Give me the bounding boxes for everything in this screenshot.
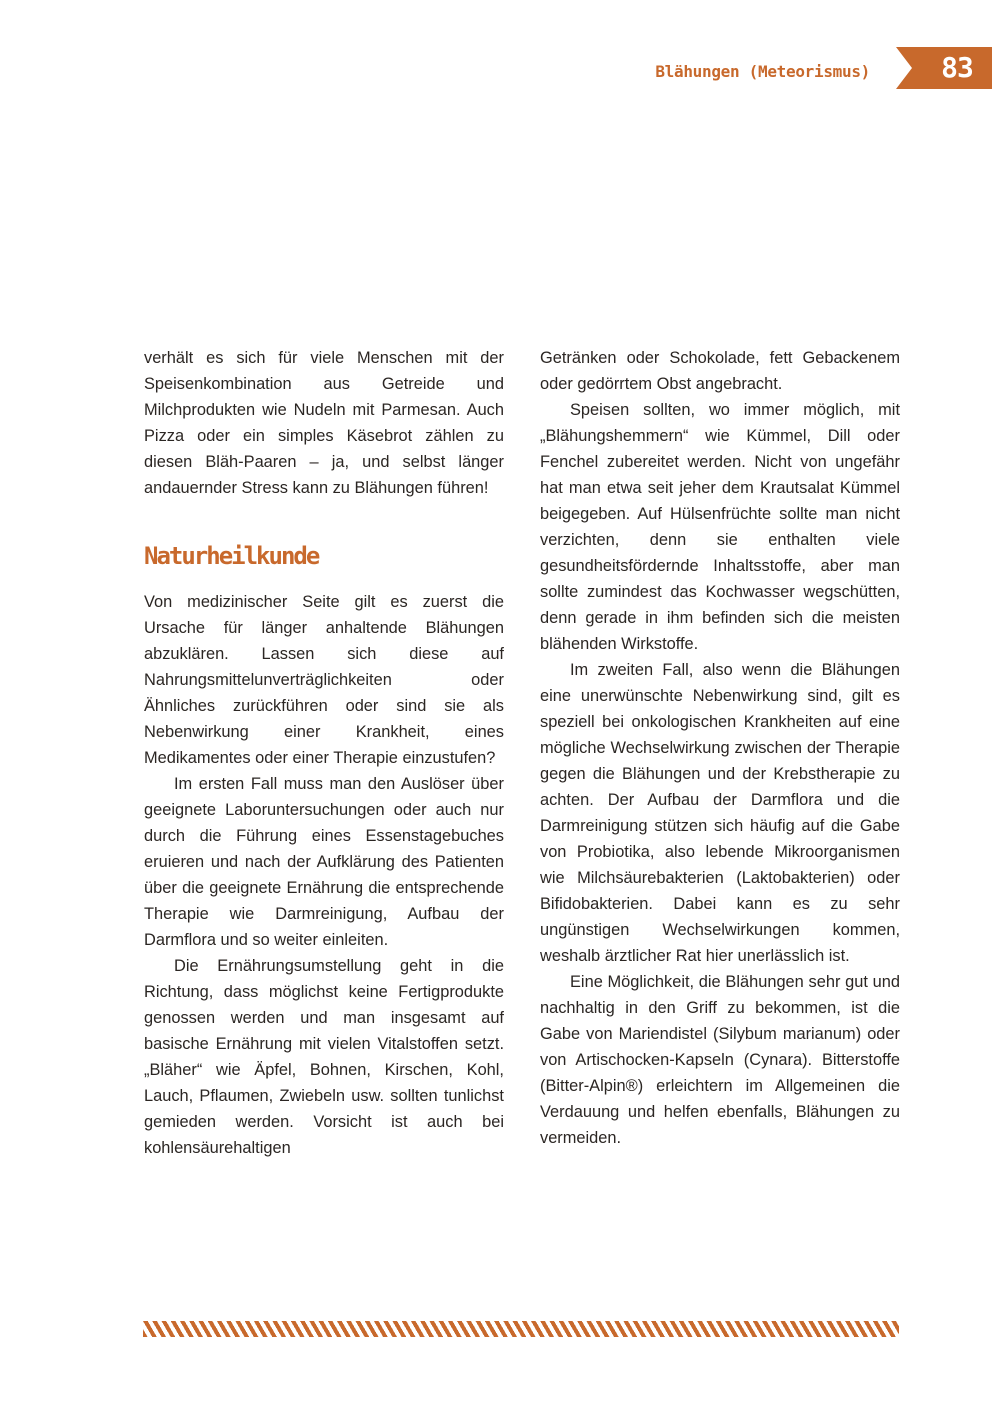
page-number-badge — [896, 47, 992, 89]
left-paragraph-1: verhält es sich für viele Menschen mit der Speisenkombination aus Getreide und Milchprodukten wie Nudeln mit Parmesan. Auch Pizza oder ein simples Käsebrot zählen zu diesen Bläh-Paaren – ja, und selbst länger andauernder Stress kann zu Blähungen führen! — [144, 349, 504, 497]
heading-spacer — [144, 501, 504, 543]
right-paragraph-4: Eine Möglichkeit, die Blähungen sehr gut und nachhaltig in den Griff zu bekommen, ist die Gabe von Mariendistel (Silybum marianum) oder von Artischocken-Kapseln (Cynara). Bitterstoffe (Bitter-Alpin®) erleichtern im Allgemeinen die Verdauung und helfen ebenfalls, Blähungen zu vermeiden. — [540, 973, 900, 1147]
left-paragraph-2: Von medizinischer Seite gilt es zuerst die Ursache für länger anhaltende Blähungen abzuklären. Lassen sich diese auf Nahrungsmittelunverträglichkeiten oder Ähnliches zurückführen oder sind sie als Nebenwirkung einer Krankheit, eines Medikamentes oder einer Therapie einzustufen? — [144, 593, 504, 767]
right-column — [540, 345, 900, 1151]
left-paragraph-4: Die Ernährungsumstellung geht in die Richtung, dass möglichst keine Fertigprodukte genossen werden und man insgesamt auf basische Ernährung mit vielen Vitalstoffen setzt. „Bläher“ wie Äpfel, Bohnen, Kirschen, Kohl, Lauch, Pflaumen, Zwiebeln usw. sollten tunlichst gemieden werden. Vorsicht ist auch bei kohlensäurehaltigen — [144, 957, 504, 1157]
right-paragraph-3: Im zweiten Fall, also wenn die Blähungen eine unerwünschte Nebenwirkung sind, gilt es speziell bei onkologischen Krankheiten auf eine mögliche Wechselwirkung zwischen der Therapie gegen die Blähungen und der Krebstherapie zu achten. Der Aufbau der Darmflora und die Darmreinigung stützen sich häufig auf die Gabe von Probiotika, also lebende Mikroorganismen wie Milchsäurebakterien (Laktobakterien) oder Bifidobakterien. Dabei kann es zu sehr ungünstigen Wechselwirkungen kommen, weshalb ärztlicher Rat hier unerlässlich ist. — [540, 661, 900, 965]
page-number: 83 — [941, 51, 973, 84]
running-head-title: Blähungen (Meteorismus) — [655, 62, 870, 81]
right-paragraph-2: Speisen sollten, wo immer möglich, mit „Blähungshemmern“ wie Kümmel, Dill oder Fenchel zubereitet werden. Nicht von ungefähr hat man etwa seit jeher dem Krautsalat Kümmel beigegeben. Auf Hülsenfrüchte sollte man nicht verzichten, denn sie enthalten viele gesundheitsfördernde Inhaltsstoffe, aber man sollte zumindest das Kochwasser wegschütten, denn gerade in ihm befinden sich die meisten blähenden Wirkstoffe. — [540, 401, 900, 653]
right-paragraph-1: Getränken oder Schokolade, fett Gebackenem oder gedörrtem Obst angebracht. — [540, 349, 900, 393]
heading-spacer-after — [144, 569, 504, 589]
footer-hatched-band — [143, 1321, 899, 1337]
left-paragraph-3: Im ersten Fall muss man den Auslöser über geeignete Laboruntersuchungen oder auch nur durch die Führung eines Essenstagebuches eruieren und nach der Aufklärung des Patienten über die geeignete Ernährung die entsprechende Therapie wie Darmreinigung, Aufbau der Darmflora und so weiter einleiten. — [144, 775, 504, 949]
section-heading: Naturheilkunde — [144, 542, 319, 570]
left-column — [144, 345, 504, 1161]
